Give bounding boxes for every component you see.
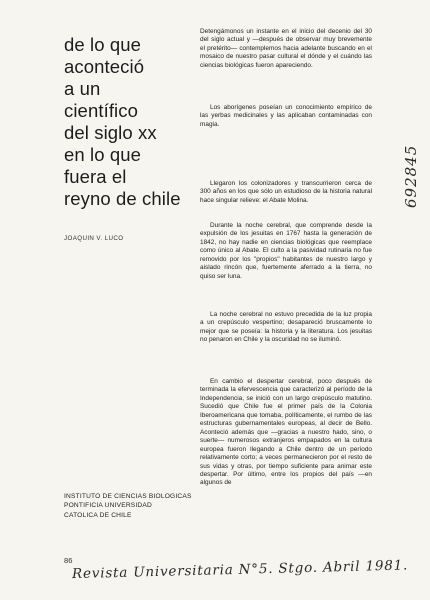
paragraph: En cambio el despertar cerebral, poco después de terminada la efervescencia que caracterizó al período de la Independencia, se inició con un largo crepúsculo matutino. Sucedió que Chile fue el primer país de la Colonia Iberoamericana que tomaba, políticamente, el rumbo de las estructuras gubernamentales europeas, al decir de Bello. Aconteció además que —gracias a nuestro hado, sino, o suerte— numerosos extranjeros empapados en la cultura europea fueron llegando a Chile dentro de un período relativamente corto; a veces permanecieron por el resto de sus vidas y otras, por tiempo suficiente para animar este despertar. Por último, entre los propios del país —en algunos de: [200, 378, 372, 487]
page-number: 86: [64, 556, 73, 565]
paragraph: La noche cerebral no estuvo precedida de la luz propia a un crepúsculo vespertino; desapareció bruscamente lo mejor que se poseía: la historia y la literatura. Los jesuitas no penaron en Chile y la oscuridad no se iluminó.: [200, 311, 372, 344]
institution-line: CATOLICA DE CHILE: [64, 511, 132, 519]
author-name: JOAQUIN V. LUCO: [64, 235, 124, 242]
title-line: aconteció: [64, 56, 145, 77]
title-line: a un: [64, 78, 101, 99]
handwritten-margin-number: [396, 120, 426, 210]
article-title: [64, 34, 194, 210]
institution-line: PONTIFICIA UNIVERSIDAD: [64, 502, 152, 510]
paragraph: Durante la noche cerebral, que comprende desde la expulsión de los jesuitas en 1767 hasta la generación de 1842, no hay nadie en ciencias biológicas que reemplace como único al Abate. El culto a la pasividad rutinaria no fue removido por los "propios" habitantes de nuestro largo y aislado rincón que, fuertemente aferrado a la tierra, no quiso ser luna.: [200, 222, 372, 280]
title-line: fuera el: [64, 166, 127, 187]
institution-block: [64, 492, 192, 520]
paragraph: Los aborígenes poseían un conocimiento empírico de las yerbas medicinales y las aplicaban contaminadas con magia.: [200, 104, 372, 128]
title-line: reyno de chile: [64, 188, 181, 209]
margin-number-text: 692845: [402, 144, 420, 208]
title-line: en lo que: [64, 144, 142, 165]
paragraph: Detengámonos un instante en el inicio del decenio del 30 del siglo actual y —después de observar muy brevemente el pretérito— contemplemos hacia adelante buscando en el mosaico de nuestro pasar cultural el dónde y el cuándo las ciencias biológicas fueron apareciendo.: [200, 28, 372, 69]
handwritten-citation: Revista Universitaria N°5. Stgo. Abril 1981.: [71, 557, 409, 583]
title-line: del siglo xx: [64, 122, 157, 143]
title-line: de lo que: [64, 34, 142, 55]
institution-line: INSTITUTO DE CIENCIAS BIOLOGICAS: [64, 493, 192, 500]
title-line: científico: [64, 100, 139, 121]
paragraph: Llegaron los colonizadores y transcurrieron cerca de 300 años en los que sólo un estudioso de la historia natural hace singular relieve: el Abate Molina.: [200, 180, 372, 204]
